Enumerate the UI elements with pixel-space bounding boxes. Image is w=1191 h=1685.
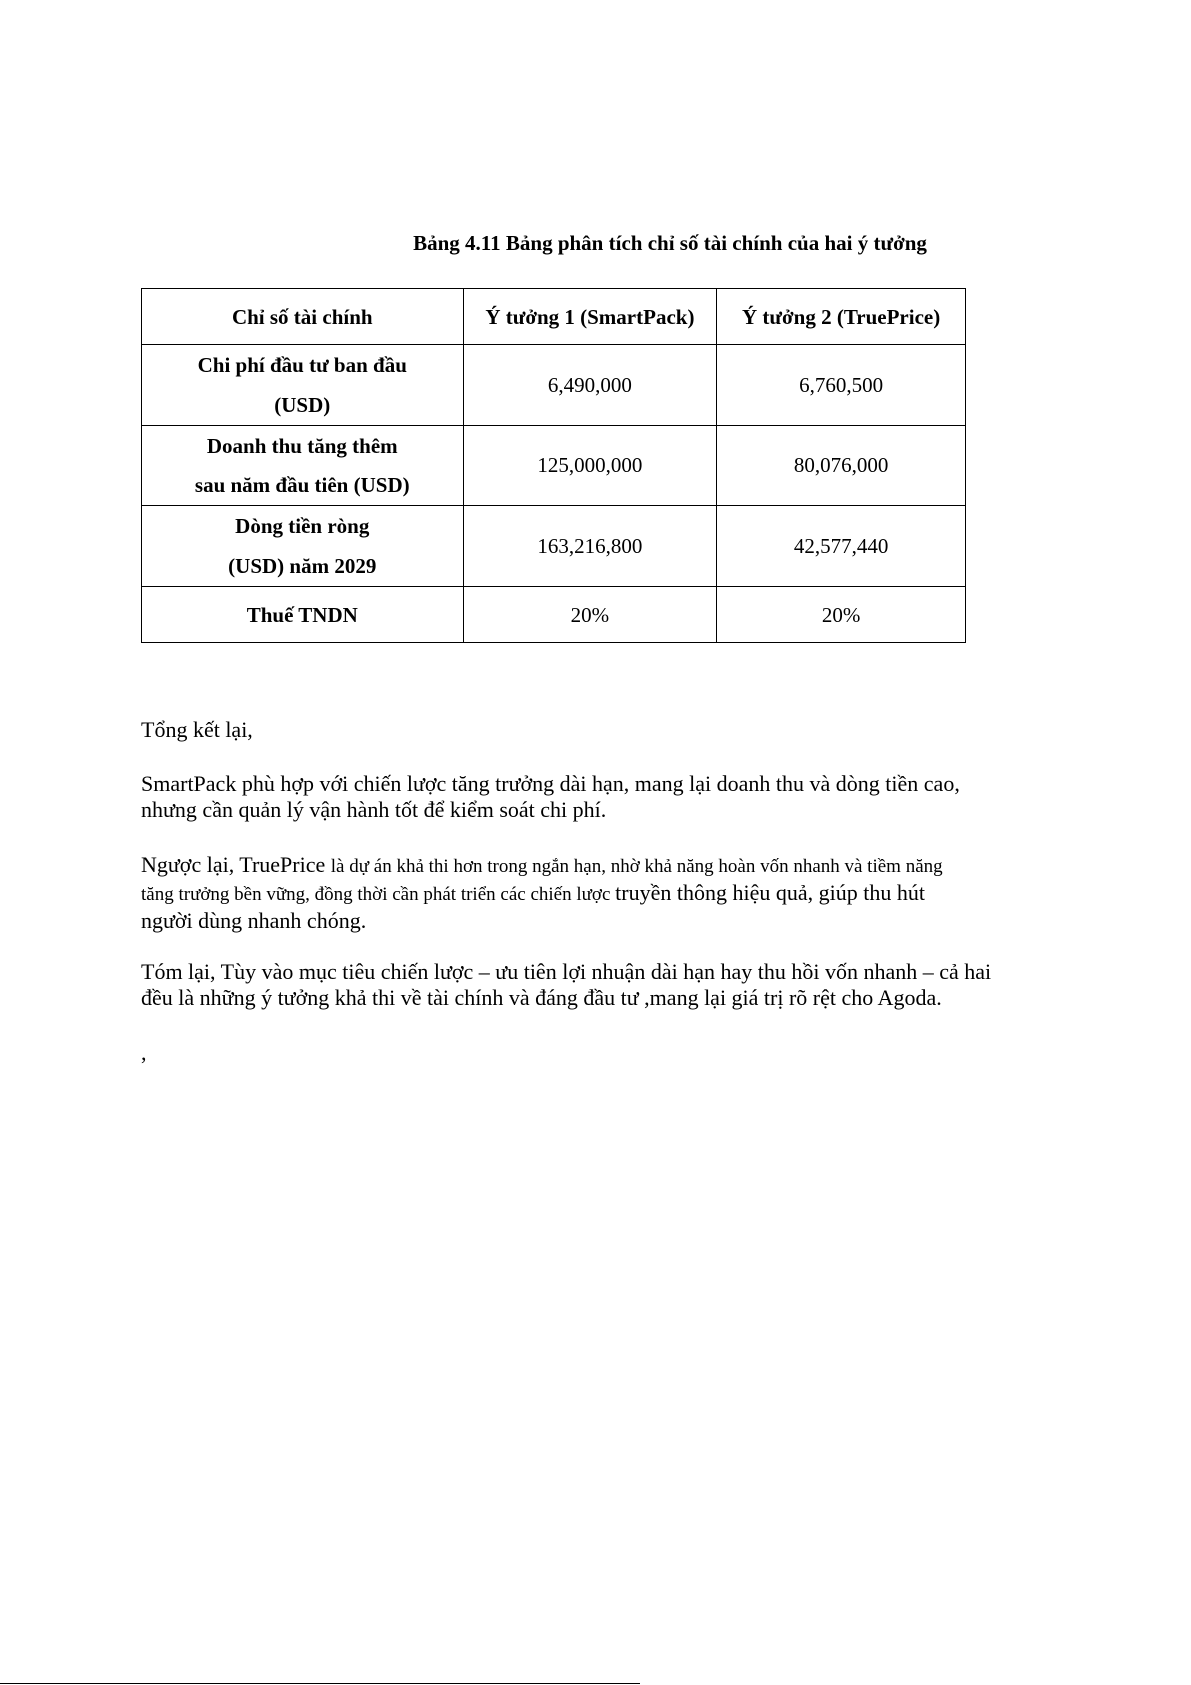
paragraph-line: đều là những ý tưởng khả thi về tài chính và đáng đầu tư ,mang lại giá trị rõ rệt cho Agoda. [141,985,942,1010]
table-row [142,345,966,426]
table-header-row [142,289,966,345]
paragraph-line-rest: là dự án khả thi hơn trong ngắn hạn, nhờ khả năng hoàn vốn nhanh và tiềm năng [330,856,943,877]
row-label [142,426,464,506]
row-label-line: (USD) [274,393,331,417]
paragraph-line: nhưng cần quản lý vận hành tốt để kiểm soát chi phí. [141,797,607,822]
table-row [142,506,966,587]
row-label [142,345,464,426]
row-label-line: Doanh thu tăng thêm [206,433,398,458]
row-label [142,506,464,587]
paragraph-conclusion [141,959,991,1011]
footnote-separator [0,1683,640,1684]
table-cell: 125,000,000 [463,426,717,506]
paragraph-line: người dùng nhanh chóng. [141,908,367,933]
paragraph-line: Tóm lại, Tùy vào mục tiêu chiến lược – ưu tiên lợi nhuận dài hạn hay thu hồi vốn nhanh – cả hai [141,959,992,984]
column-header: Chỉ số tài chính [142,289,464,345]
table-cell: 163,216,800 [463,506,717,587]
paragraph-line-rest: truyền thông hiệu quả, giúp thu hút [615,880,925,905]
row-label-line: Dòng tiền ròng [235,514,370,538]
table-cell: 20% [717,587,966,643]
row-label-line: sau năm đầu tiên (USD) [194,472,410,497]
table-cell: 6,760,500 [717,345,966,426]
paragraph-line-start: Ngược lại, TruePrice [141,852,331,877]
summary-intro: Tổng kết lại, [141,717,253,742]
paragraph-line-start: tăng trưởng bền vững, đồng thời cần phát triển các chiến lược [141,884,616,905]
row-label-line: Chi phí đầu tư ban đầu [197,353,407,377]
table-cell: 6,490,000 [463,345,717,426]
stray-comma: , [141,1040,147,1065]
table-cell: 20% [463,587,717,643]
financial-indicators-table [141,288,966,643]
row-label-line: (USD) năm 2029 [228,554,377,578]
paragraph-smartpack [141,771,960,823]
paragraph-line: SmartPack phù hợp với chiến lược tăng trưởng dài hạn, mang lại doanh thu và dòng tiền cao, [141,771,960,796]
row-label: Thuế TNDN [142,587,464,643]
table-cell: 80,076,000 [717,426,966,506]
column-header: Ý tưởng 2 (TruePrice) [717,289,966,345]
table-row [142,426,966,506]
table-caption: Bảng 4.11 Bảng phân tích chỉ số tài chính của hai ý tưởng [413,231,927,255]
column-header: Ý tưởng 1 (SmartPack) [463,289,717,345]
paragraph-trueprice [141,852,943,934]
table-cell: 42,577,440 [717,506,966,587]
table-row [142,587,966,643]
